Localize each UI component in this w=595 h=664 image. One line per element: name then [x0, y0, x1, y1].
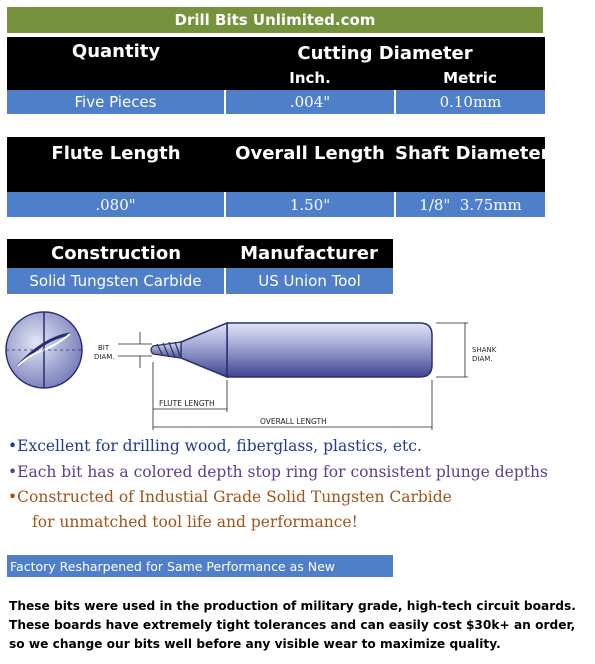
shank-diam-label-1: SHANK: [472, 346, 497, 354]
manufacturer-header: Manufacturer: [225, 239, 393, 268]
quantity-value: Five Pieces: [7, 90, 225, 114]
overall-length-header: Overall Length: [225, 137, 395, 192]
bit-end-view: [6, 312, 82, 388]
bullet-3: [8, 488, 452, 506]
flute-length-label: FLUTE LENGTH: [159, 399, 215, 408]
bullet-2: [8, 463, 548, 481]
bullet-text: •Each bit has a colored depth stop ring for consistent plunge depths: [8, 463, 548, 481]
taper-body: [181, 323, 227, 377]
manufacturer-value: US Union Tool: [225, 268, 393, 294]
cutting-diameter-header: Cutting Diameter: [225, 37, 545, 66]
bit-diam-label-2: DIAM.: [94, 353, 115, 361]
bit-diam-label-1: BIT: [98, 344, 110, 352]
spec-table-quantity: [7, 37, 545, 114]
spec-table-lengths: [7, 137, 550, 217]
inch-value: .004": [225, 90, 395, 114]
overall-length-value: 1.50": [225, 192, 395, 217]
quantity-header: Quantity: [7, 37, 225, 90]
paragraph-line-1: These bits were used in the production of military grade, high-tech circuit boards.: [9, 599, 576, 613]
construction-value: Solid Tungsten Carbide: [7, 268, 225, 294]
factory-resharpened-bar: [7, 555, 393, 577]
bullet-text: for unmatched tool life and performance!: [32, 513, 358, 531]
shaft-diameter-header: Shaft Diameter: [395, 137, 545, 192]
bullet-3-continuation: [32, 513, 358, 531]
site-title: Drill Bits Unlimited.com: [174, 11, 376, 29]
metric-value: 0.10mm: [395, 90, 545, 114]
paragraph-line-2: These boards have extremely tight tolerances and can easily cost $30k+ an order,: [9, 618, 576, 632]
quality-paragraph: [9, 597, 589, 654]
bullet-text: •Excellent for drilling wood, fiberglass, plastics, etc.: [8, 437, 422, 455]
bullet-text: •Constructed of Industial Grade Solid Tungsten Carbide: [8, 488, 452, 506]
paragraph-line-3: so we change our bits well before any visible wear to maximize quality.: [9, 637, 501, 651]
factory-text: Factory Resharpened for Same Performance as New: [10, 558, 336, 574]
bullet-1: [8, 437, 422, 455]
spec-table-construction: [7, 239, 393, 294]
inch-header: Inch.: [225, 66, 395, 90]
shank-diam-label-2: DIAM.: [472, 355, 493, 363]
flute-length-value: .080": [7, 192, 225, 217]
shaft-diameter-value: 1/8" 3.75mm: [395, 192, 545, 217]
shank-body: [227, 323, 432, 377]
metric-header: Metric: [395, 66, 545, 90]
drill-bit-diagram: [0, 306, 595, 436]
site-banner: [7, 7, 543, 33]
flute-length-header: Flute Length: [7, 137, 225, 192]
construction-header: Construction: [7, 239, 225, 268]
overall-length-label: OVERALL LENGTH: [260, 417, 327, 426]
